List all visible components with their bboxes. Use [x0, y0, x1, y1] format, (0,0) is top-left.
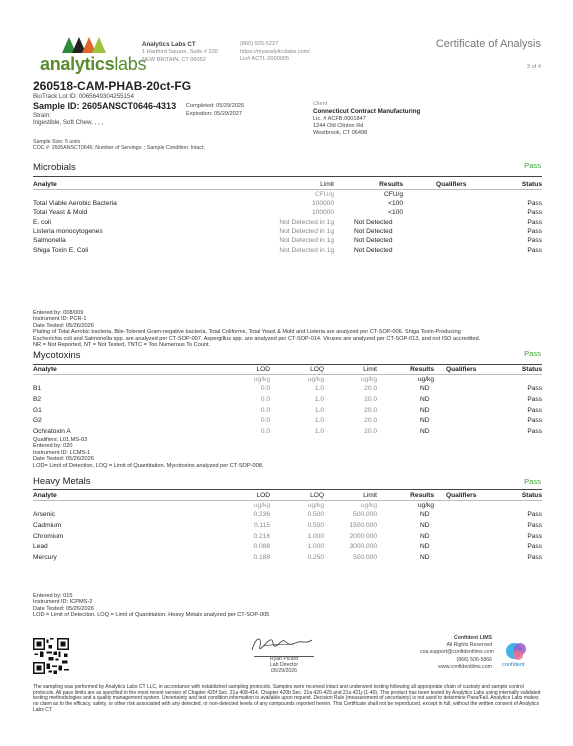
- heavy-metals-status: Pass: [524, 477, 541, 486]
- table-row: [33, 384, 542, 394]
- microbials-note: Date Tested: 05/26/2026: [33, 322, 94, 329]
- result-cell: ND: [420, 395, 430, 403]
- mycotoxins-header-status: Status: [521, 366, 542, 373]
- analyte-cell: Total Viable Aerobic Bacteria: [33, 200, 117, 207]
- loq-cell: 1.000: [307, 543, 324, 551]
- lod-cell: 0.0: [260, 385, 270, 392]
- client-address-2: Westbrook, CT 06498: [313, 129, 368, 136]
- sample-id: Sample ID: 2605ANSCT0646-4313: [33, 100, 177, 111]
- microbials-header-qualifiers: Qualifiers: [436, 181, 467, 188]
- sample-block: [33, 93, 176, 127]
- heavy-metals-unit-lod: ug/kg: [253, 502, 270, 509]
- loq-cell: 1.0: [314, 385, 324, 392]
- analyte-cell: Shiga Toxin E. Coli: [33, 246, 89, 254]
- table-row: [33, 553, 542, 563]
- lims-phone: (866) 506-5866: [456, 656, 492, 663]
- lod-cell: 0.0: [260, 395, 270, 403]
- microbials-rule: [33, 176, 542, 177]
- mycotoxins-rule: [33, 364, 542, 365]
- heavy-metals-unit-loq: ug/kg: [307, 502, 324, 509]
- table-row: [33, 532, 542, 542]
- status-cell: Pass: [527, 554, 542, 562]
- lims-site[interactable]: www.confidentlims.com: [438, 663, 492, 670]
- result-cell: ND: [420, 521, 430, 529]
- signer-title: Lab Director: [269, 661, 299, 668]
- heavy-metals-unit-limit: ug/kg: [360, 502, 377, 509]
- mycotoxins-header-loq: LOQ: [310, 366, 324, 373]
- limit-cell: Not Detected in 1g: [279, 218, 334, 226]
- heavy-metals-header-rule: [33, 500, 542, 501]
- client-name: Connecticut Contract Manufacturing: [313, 108, 421, 115]
- microbials-header-rule: [33, 189, 542, 190]
- strain-label: Strain:: [33, 111, 51, 119]
- heavy-metals-note: Date Tested: 05/26/2026: [33, 605, 94, 612]
- signer-block: [254, 657, 314, 674]
- mycotoxins-note: Date Tested: 05/26/2026: [33, 456, 94, 463]
- heavy-metals-title: Heavy Metals: [33, 476, 91, 487]
- lab-address-2: NEW BRITAIN, CT 06052: [142, 56, 206, 63]
- client-address-1: 1244 Old Clinton Rd: [313, 122, 364, 129]
- biotrack-lot: BioTrack Lot ID: 0065649304255154: [33, 93, 134, 100]
- result-cell: ND: [420, 417, 430, 425]
- status-cell: Pass: [527, 218, 542, 226]
- mycotoxins-status: Pass: [524, 349, 541, 358]
- document-title: Certificate of Analysis: [435, 38, 541, 50]
- logo-wordmark: analyticslabs: [40, 54, 147, 74]
- heavy-metals-header-lod: LOD: [256, 492, 270, 499]
- limit-cell: 100000: [311, 209, 334, 217]
- result-cell: Not Detected: [354, 246, 393, 254]
- microbials-status: Pass: [524, 161, 541, 170]
- result-cell: <100: [388, 200, 403, 207]
- analyte-cell: Salmonella: [33, 237, 66, 245]
- sample-size-info: [33, 139, 205, 152]
- heavy-metals-header-analyte: Analyte: [33, 492, 57, 499]
- status-cell: Pass: [527, 246, 542, 254]
- lab-address-1: 1 Hartford Square, Suite # 230: [142, 49, 218, 55]
- signer-name: Ryan Picard: [269, 656, 299, 662]
- status-cell: Pass: [527, 395, 542, 403]
- lab-license: Lic# ACTL.0000005: [240, 56, 290, 63]
- microbials-note: Instrument ID: PCR-1: [33, 316, 87, 323]
- status-cell: Pass: [527, 406, 542, 414]
- analyte-cell: Listeria monocytogenes: [33, 227, 103, 235]
- limit-cell: Not Detected in 1g: [279, 237, 334, 245]
- microbials-notes: [33, 310, 480, 348]
- lod-cell: 0.236: [253, 511, 270, 518]
- microbials-note: Escherichia coli and Salmonella spp. are analyzed per CT-SOP-007. Aspergillus spp. are analyzed per CT-SOP-014. Viruses are analyzed per CT-SOP-013, and not ISO accredited.: [33, 335, 481, 342]
- table-row: [33, 218, 542, 227]
- result-cell: ND: [420, 406, 430, 414]
- lod-cell: 0.115: [253, 521, 270, 529]
- table-row: [33, 236, 542, 245]
- mycotoxins-unit-limit: ug/kg: [360, 376, 377, 383]
- loq-cell: 0.250: [307, 554, 324, 562]
- lod-cell: 0.088: [253, 543, 270, 551]
- disclaimer: The sampling was performed by Analytics Labs CT LLC, in accordance with established sampling protocols. Samples were received intact and underwent testing following all appropriate chain of custody and sample control protocols. All pass limits are as specified in the most recent version of Chapter 420f Sec. 21a 408-414, Chapter 420b Sec. 21a 420-429 and 21a 421j-(1-40). This product has been tested by Analytics Labs using internally validated testing methodologies and a quality management system. Uncertainty and test condition information is available upon request. Decision Rule (measurement of uncertainty) is not used to determine Pass/Fail. Analytics Labs makes no claim as to the efficacy, safety, or other risk associated with any detected, or non-detected levels of any compounds reported herein. This Certificate shall not be reproduced, except in full, without the written consent of Analytics Labs CT.: [33, 684, 541, 713]
- completed-date: Completed: 05/29/2026: [186, 103, 245, 109]
- mycotoxins-header-analyte: Analyte: [33, 366, 57, 373]
- lab-info: [142, 41, 218, 64]
- status-cell: Pass: [527, 532, 542, 540]
- lims-info: [420, 635, 492, 671]
- mycotoxins-header-results: Results: [410, 366, 434, 373]
- table-row: [33, 427, 542, 437]
- lims-rights: All Rights Reserved: [446, 642, 492, 649]
- table-row: [33, 542, 542, 552]
- microbials-unit-results: CFU/g: [383, 191, 403, 198]
- status-cell: Pass: [527, 521, 542, 529]
- lims-email[interactable]: coa.support@confidentlims.com: [420, 649, 494, 656]
- microbials-unit-limit: CFU/g: [314, 191, 334, 198]
- analyte-cell: Arsenic: [33, 511, 55, 518]
- heavy-metals-header-limit: Limit: [363, 492, 377, 499]
- client-block: [313, 101, 420, 137]
- qr-code-icon[interactable]: [33, 638, 69, 674]
- mycotoxins-notes: [33, 437, 263, 469]
- lod-cell: 0.0: [260, 406, 270, 414]
- limit-cell: 20.0: [364, 428, 377, 436]
- mycotoxins-header-rule: [33, 374, 542, 375]
- limit-cell: 500.000: [353, 511, 377, 518]
- microbials-header-analyte: Analyte: [33, 181, 57, 188]
- lims-name: Confident LIMS: [453, 635, 492, 641]
- mycotoxins-unit-loq: ug/kg: [307, 376, 324, 383]
- mycotoxins-header-qualifiers: Qualifiers: [446, 366, 477, 373]
- analyte-cell: B1: [33, 385, 42, 392]
- mycotoxins-unit-results: ug/kg: [417, 376, 434, 383]
- table-row: [33, 395, 542, 405]
- table-row: [33, 416, 542, 426]
- status-cell: Pass: [527, 511, 542, 518]
- analytics-labs-logo-icon: [62, 35, 108, 53]
- loq-cell: 1.0: [314, 395, 324, 403]
- heavy-metals-header-qualifiers: Qualifiers: [446, 492, 477, 499]
- coc-info: COC #: 2605ANSCT0646; Number of Servings: ; Sample Condition: Intact;: [33, 145, 205, 152]
- confident-logo-icon: [504, 640, 530, 662]
- heavy-metals-notes: [33, 593, 269, 619]
- heavy-metals-rule: [33, 489, 542, 490]
- lab-phone: (860) 925-5227: [240, 41, 279, 47]
- status-cell: Pass: [527, 200, 542, 207]
- heavy-metals-header-status: Status: [521, 492, 542, 499]
- microbials-note: NR = Not Reported, NT = Not Tested, TNTC = Too Numerous To Count.: [33, 342, 211, 349]
- confident-logo-text: confident: [502, 662, 525, 668]
- status-cell: Pass: [527, 237, 542, 245]
- sample-size: Sample Size: 5 units: [33, 139, 81, 145]
- result-cell: ND: [420, 428, 430, 436]
- lod-cell: 0.216: [253, 532, 270, 540]
- table-row: [33, 510, 542, 520]
- status-cell: Pass: [527, 417, 542, 425]
- limit-cell: 500.000: [353, 554, 377, 562]
- heavy-metals-unit-results: ug/kg: [417, 502, 434, 509]
- result-cell: ND: [420, 511, 430, 518]
- result-cell: ND: [420, 532, 430, 540]
- limit-cell: 3000.000: [349, 543, 377, 551]
- analyte-cell: Ochratoxin A: [33, 428, 71, 436]
- loq-cell: 0.500: [307, 521, 324, 529]
- limit-cell: Not Detected in 1g: [279, 246, 334, 254]
- mycotoxins-note: Entered by: 020: [33, 443, 73, 450]
- analyte-cell: G1: [33, 406, 42, 414]
- table-row: [33, 199, 542, 208]
- heavy-metals-note: Instrument ID: ICPMS-2: [33, 599, 93, 606]
- mycotoxins-note: Instrument ID: LCMS-1: [33, 449, 91, 456]
- status-cell: Pass: [527, 428, 542, 436]
- microbials-header-results: Results: [379, 181, 403, 188]
- microbials-note: Entered by: 008/009: [33, 310, 84, 316]
- sample-dates: [186, 103, 244, 118]
- table-row: [33, 208, 542, 217]
- microbials-header-limit: Limit: [320, 181, 334, 188]
- result-cell: Not Detected: [354, 218, 393, 226]
- lab-website[interactable]: https://myanalyticslabs.com/: [240, 48, 310, 55]
- result-cell: ND: [420, 543, 430, 551]
- limit-cell: 100000: [311, 200, 334, 207]
- result-cell: <100: [388, 209, 403, 217]
- analyte-cell: B2: [33, 395, 42, 403]
- lod-cell: 0.188: [253, 554, 270, 562]
- table-row: [33, 227, 542, 236]
- product-name: 260518-CAM-PHAB-20ct-FG: [33, 79, 192, 93]
- signer-date: 05/29/2026: [271, 667, 297, 674]
- mycotoxins-header-lod: LOD: [256, 366, 270, 373]
- loq-cell: 1.0: [314, 406, 324, 414]
- client-label: Client: [313, 101, 328, 107]
- result-cell: Not Detected: [354, 227, 393, 235]
- analyte-cell: Cadmium: [33, 521, 62, 529]
- mycotoxins-note: LOD= Limit of Detection, LOQ = Limit of Quantitation. Mycotoxins analyzed per CT-SOP-008.: [33, 462, 264, 469]
- analyte-cell: Lead: [33, 543, 48, 551]
- limit-cell: 1500.000: [349, 521, 377, 529]
- result-cell: ND: [420, 554, 430, 562]
- microbials-header-status: Status: [521, 181, 542, 188]
- analyte-cell: Chromium: [33, 532, 64, 540]
- signature-icon: [246, 632, 316, 656]
- table-row: [33, 521, 542, 531]
- lab-name: Analytics Labs CT: [142, 41, 196, 48]
- client-license: Lic. # ACFB.0001847: [313, 115, 366, 122]
- limit-cell: 2000.000: [349, 532, 377, 540]
- result-cell: ND: [420, 385, 430, 392]
- loq-cell: 0.500: [307, 511, 324, 518]
- heavy-metals-note: Entered by: 015: [33, 593, 73, 599]
- limit-cell: 20.0: [364, 395, 377, 403]
- mycotoxins-header-limit: Limit: [363, 366, 377, 373]
- sample-matrix: Ingestible, Soft Chew, , , ,: [33, 119, 104, 127]
- lod-cell: 0.0: [260, 428, 270, 436]
- loq-cell: 1.0: [314, 417, 324, 425]
- heavy-metals-header-results: Results: [410, 492, 434, 499]
- limit-cell: 20.0: [364, 406, 377, 414]
- analyte-cell: G2: [33, 417, 42, 425]
- loq-cell: 1.0: [314, 428, 324, 436]
- limit-cell: Not Detected in 1g: [279, 227, 334, 235]
- analyte-cell: Mercury: [33, 554, 57, 562]
- microbials-title: Microbials: [33, 162, 76, 173]
- status-cell: Pass: [527, 209, 542, 217]
- table-row: [33, 246, 542, 255]
- mycotoxins-unit-lod: ug/kg: [253, 376, 270, 383]
- heavy-metals-header-loq: LOQ: [310, 492, 324, 499]
- lab-contact: [240, 41, 310, 64]
- table-row: [33, 406, 542, 416]
- mycotoxins-title: Mycotoxins: [33, 350, 81, 361]
- result-cell: Not Detected: [354, 237, 393, 245]
- status-cell: Pass: [527, 227, 542, 235]
- analyte-cell: E. coli: [33, 218, 51, 226]
- limit-cell: 20.0: [364, 385, 377, 392]
- lod-cell: 0.0: [260, 417, 270, 425]
- limit-cell: 20.0: [364, 417, 377, 425]
- mycotoxins-note: Qualifiers: L01,MS-03: [33, 437, 88, 443]
- expiration-date: Expiration: 05/29/2027: [186, 110, 242, 117]
- loq-cell: 1.000: [307, 532, 324, 540]
- status-cell: Pass: [527, 385, 542, 392]
- analyte-cell: Total Yeast & Mold: [33, 209, 88, 217]
- page-number: 3 of 4: [527, 64, 541, 70]
- heavy-metals-note: LOD = Limit of Detection. LOQ = Limit of Quantitation. Heavy Metals analyzed per CT-SOP-005: [33, 612, 270, 619]
- status-cell: Pass: [527, 543, 542, 551]
- microbials-note: Plating of Total Aerobic bacteria, Bile-Tolerant Gram-negative bacteria, Total Coliforms, Total Yeast & Mold and Listeria are analyzed per CT-SOP-006. Shiga Toxin-Producing: [33, 329, 461, 336]
